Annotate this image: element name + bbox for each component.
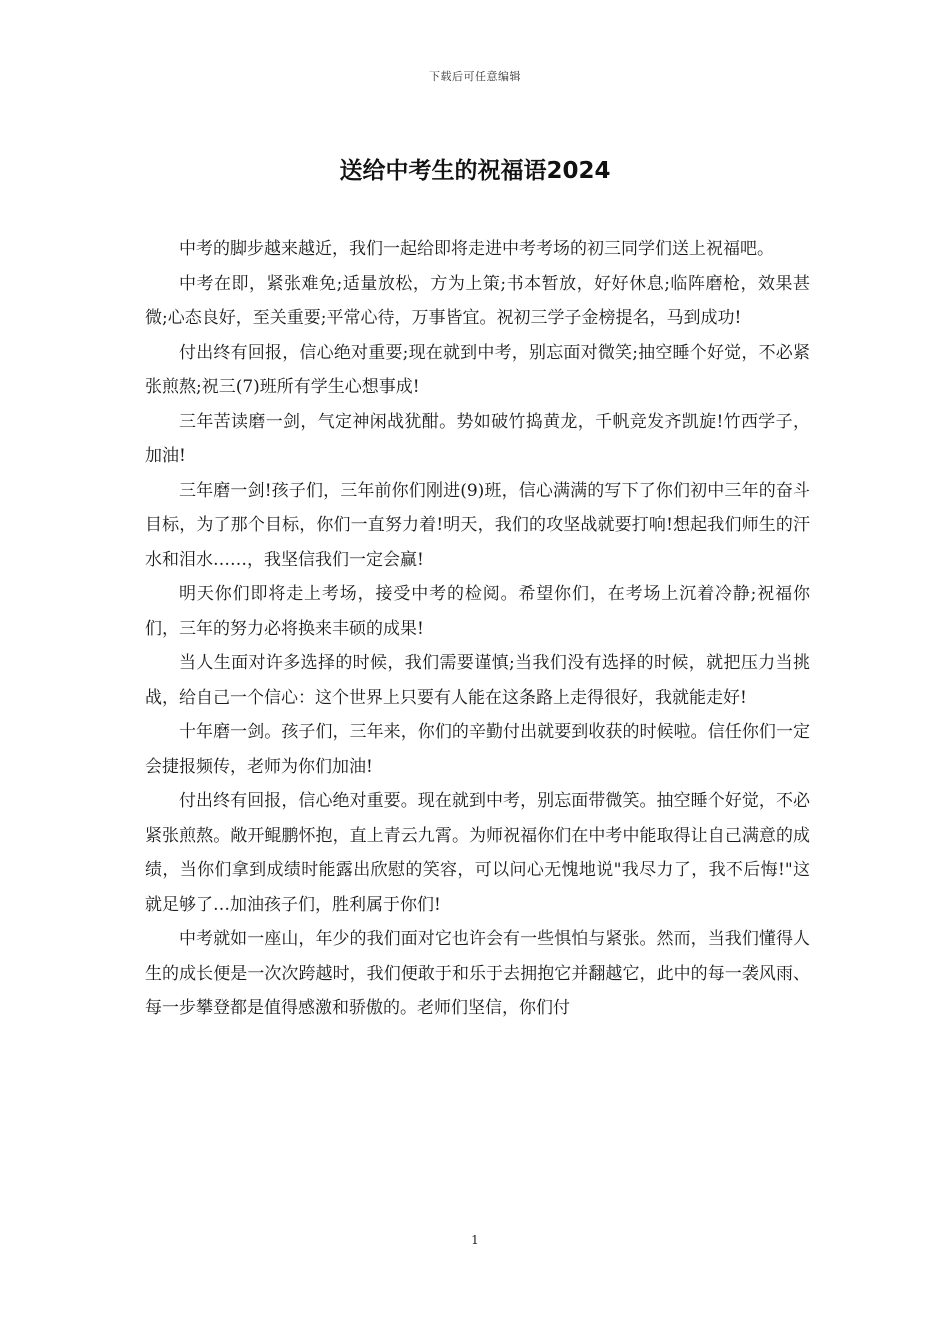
paragraph: 三年磨一剑!孩子们，三年前你们刚进(9)班，信心满满的写下了你们初中三年的奋斗目标，为了那个目标，你们一直努力着!明天，我们的攻坚战就要打响!想起我们师生的汗水和泪水……，我坚信我们一定会赢! xyxy=(145,480,810,570)
page-number: 1 xyxy=(471,1233,479,1247)
paragraph: 中考的脚步越来越近，我们一起给即将走进中考考场的初三同学们送上祝福吧。 xyxy=(179,239,774,259)
document-body xyxy=(145,232,810,1026)
paragraph: 中考就如一座山，年少的我们面对它也许会有一些惧怕与紧张。然而，当我们懂得人生的成长便是一次次跨越时，我们便敢于和乐于去拥抱它并翻越它，此中的每一袭风雨、每一步攀登都是值得感激和骄傲的。老师们坚信，你们付 xyxy=(145,929,810,1018)
header-note: 下载后可任意编辑 xyxy=(429,70,521,83)
paragraph: 付出终有回报，信心绝对重要。现在就到中考，别忘面带微笑。抽空睡个好觉，不必紧张煎熬。敞开鲲鹏怀抱，直上青云九霄。为师祝福你们在中考中能取得让自己满意的成绩，当你们拿到成绩时能露出欣慰的笑容，可以问心无愧地说"我尽力了，我不后悔!"这就足够了…加油孩子们，胜利属于你们! xyxy=(145,791,810,915)
paragraph: 中考在即，紧张难免;适量放松，方为上策;书本暂放，好好休息;临阵磨枪，效果甚微;心态良好，至关重要;平常心待，万事皆宜。祝初三学子金榜提名，马到成功! xyxy=(145,273,810,328)
paragraph: 三年苦读磨一剑，气定神闲战犹酣。势如破竹捣黄龙，千帆竞发齐凯旋!竹西学子，加油! xyxy=(145,411,810,466)
paragraph: 当人生面对许多选择的时候，我们需要谨慎;当我们没有选择的时候，就把压力当挑战，给自己一个信心：这个世界上只要有人能在这条路上走得很好，我就能走好! xyxy=(145,653,810,708)
paragraph: 付出终有回报，信心绝对重要;现在就到中考，别忘面对微笑;抽空睡个好觉，不必紧张煎熬;祝三(7)班所有学生心想事成! xyxy=(145,342,810,397)
paragraph: 明天你们即将走上考场，接受中考的检阅。希望你们，在考场上沉着冷静;祝福你们，三年的努力必将换来丰硕的成果! xyxy=(145,584,810,639)
paragraph: 十年磨一剑。孩子们，三年来，你们的辛勤付出就要到收获的时候啦。信任你们一定会捷报频传，老师为你们加油! xyxy=(145,722,810,777)
document-title: 送给中考生的祝福语2024 xyxy=(339,158,611,184)
